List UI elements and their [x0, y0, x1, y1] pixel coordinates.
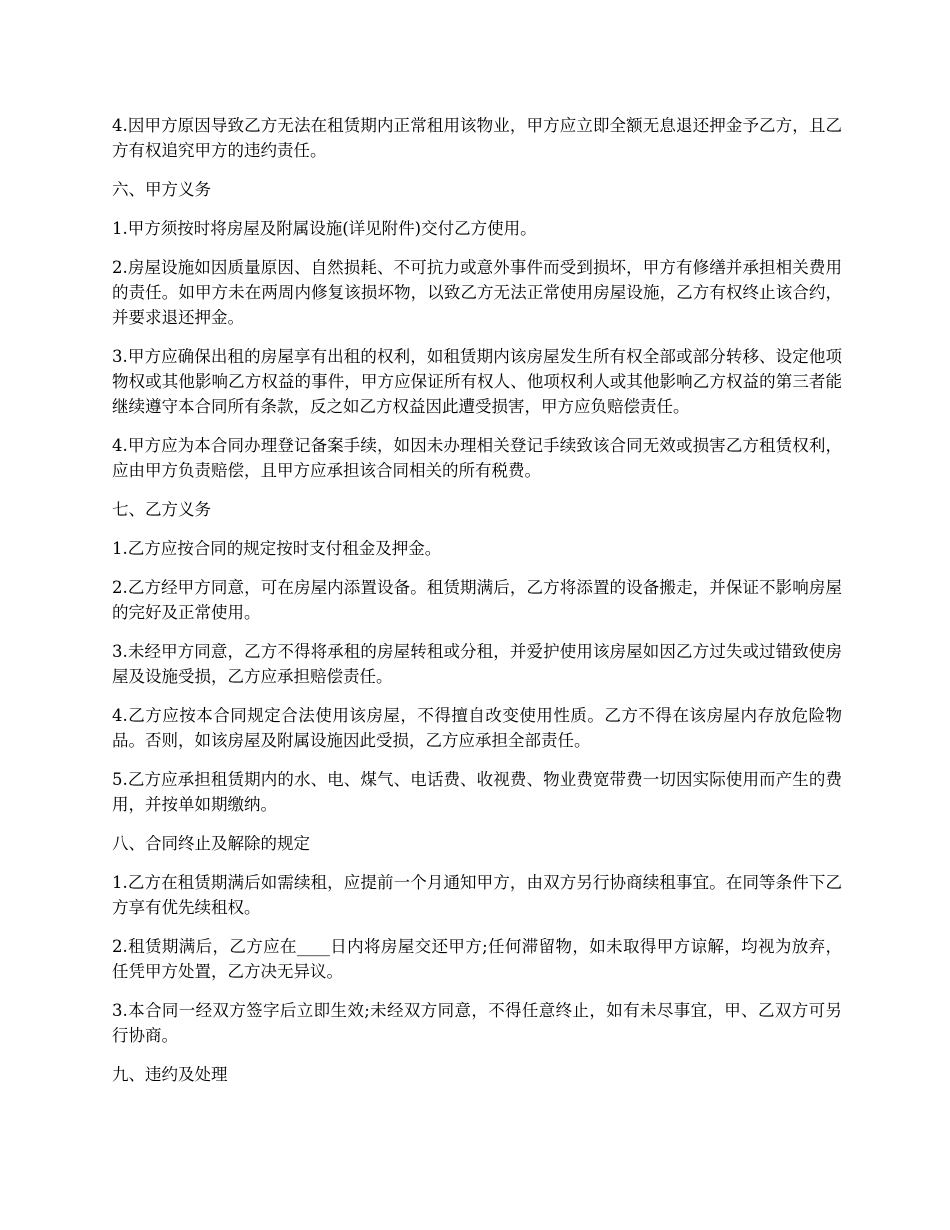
- section-heading-6: 六、甲方义务: [112, 180, 211, 199]
- clause-8-item-3: 3.本合同一经双方签字后立即生效;未经双方同意，不得任意终止，如有未尽事宜，甲、乙双方可另行协商。: [112, 1001, 842, 1045]
- clause-7-item-5: 5.乙方应承担租赁期内的水、电、煤气、电话费、收视费、物业费宽带费一切因实际使用而产生的费用，并按单如期缴纳。: [112, 770, 842, 814]
- clause-6-item-1: 1.甲方须按时将房屋及附属设施(详见附件)交付乙方使用。: [112, 219, 537, 238]
- clause-7-item-2: 2.乙方经甲方同意，可在房屋内添置设备。租赁期满后，乙方将添置的设备搬走，并保证不影响房屋的完好及正常使用。: [112, 578, 842, 622]
- clause-8-item-2: 2.租赁期满后，乙方应在____日内将房屋交还甲方;任何滞留物，如未取得甲方谅解，均视为放弃，任凭甲方处置，乙方决无异议。: [112, 937, 842, 981]
- clause-6-item-4: 4.甲方应为本合同办理登记备案手续，如因未办理相关登记手续致该合同无效或损害乙方租赁权利，应由甲方负责赔偿，且甲方应承担该合同相关的所有税费。: [112, 436, 842, 480]
- clause-5-item-4: 4.因甲方原因导致乙方无法在租赁期内正常租用该物业，甲方应立即全额无息退还押金予乙方，且乙方有权追究甲方的违约责任。: [112, 116, 842, 160]
- clause-6-item-2: 2.房屋设施如因质量原因、自然损耗、不可抗力或意外事件而受到损坏，甲方有修缮并承担相关费用的责任。如甲方未在两周内修复该损坏物，以致乙方无法正常使用房屋设施，乙方有权终止该合约，并要求退还押金。: [112, 258, 842, 327]
- section-heading-9: 九、违约及处理: [112, 1065, 228, 1084]
- document-body: [112, 113, 842, 1101]
- clause-8-item-1: 1.乙方在租赁期满后如需续租，应提前一个月通知甲方，由双方另行协商续租事宜。在同等条件下乙方享有优先续租权。: [112, 873, 842, 917]
- section-heading-8: 八、合同终止及解除的规定: [112, 834, 310, 853]
- clause-6-item-3: 3.甲方应确保出租的房屋享有出租的权利，如租赁期内该房屋发生所有权全部或部分转移、设定他项物权或其他影响乙方权益的事件，甲方应保证所有权人、他项权利人或其他影响乙方权益的第三者能继续遵守本合同所有条款，反之如乙方权益因此遭受损害，甲方应负赔偿责任。: [112, 347, 842, 416]
- section-heading-7: 七、乙方义务: [112, 500, 211, 519]
- clause-7-item-1: 1.乙方应按合同的规定按时支付租金及押金。: [112, 539, 442, 558]
- clause-7-item-4: 4.乙方应按本合同规定合法使用该房屋，不得擅自改变使用性质。乙方不得在该房屋内存放危险物品。否则，如该房屋及附属设施因此受损，乙方应承担全部责任。: [112, 706, 842, 750]
- clause-7-item-3: 3.未经甲方同意，乙方不得将承租的房屋转租或分租，并爱护使用该房屋如因乙方过失或过错致使房屋及设施受损，乙方应承担赔偿责任。: [112, 642, 842, 686]
